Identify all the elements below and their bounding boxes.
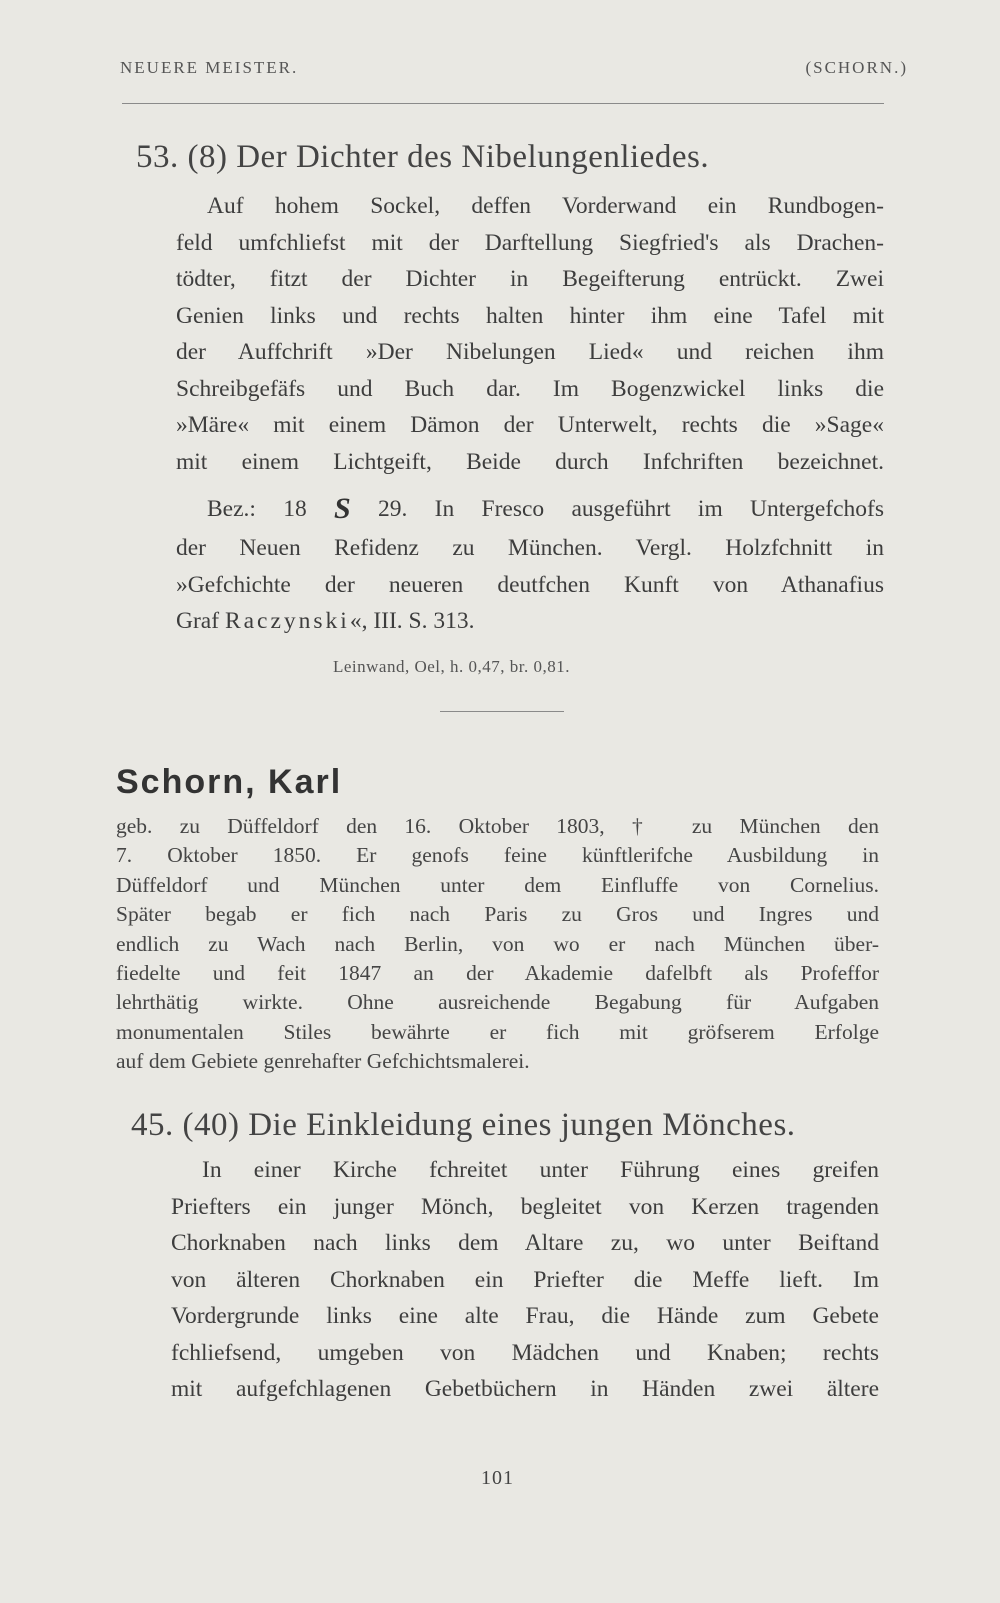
desc-line: der Auffchrift »Der Nibelungen Lied« und reichen ihm: [176, 339, 884, 365]
bio-line: 7. Oktober 1850. Er genofs feine künftlerifche Ausbildung in: [116, 843, 879, 868]
bio-line: lehrthätig wirkte. Ohne ausreichende Begabung für Aufgaben: [116, 990, 879, 1015]
desc-line: tödter, fitzt der Dichter in Begeifterung entrückt. Zwei: [176, 266, 884, 292]
desc-line: mit aufgefchlagenen Gebetbüchern in Händen zwei ältere: [171, 1376, 879, 1402]
entry-53-description: [176, 188, 884, 480]
bio-line: endlich zu Wach nach Berlin, von wo er nach München über-: [116, 931, 879, 956]
ref-line: »Gefchichte der neueren deutfchen Kunft von Athanafius: [176, 571, 884, 598]
entry-45-description: [171, 1152, 879, 1408]
desc-line: In einer Kirche fchreitet unter Führung eines greifen: [202, 1157, 879, 1183]
desc-line: mit einem Lichtgeift, Beide durch Infchriften bezeichnet.: [176, 448, 884, 475]
page-number: 101: [481, 1467, 514, 1489]
bio-line: Später begab er fich nach Paris zu Gros und Ingres und: [116, 902, 879, 927]
entry-53-heading: 53. (8) Der Dichter des Nibelungenliedes.: [136, 139, 710, 175]
artist-biography: [116, 812, 879, 1077]
bio-line: fiedelte und feit 1847 an der Akademie dafelbft als Profeffor: [116, 961, 879, 986]
desc-line: feld umfchliefst mit der Darftellung Siegfried's als Drachen-: [176, 229, 884, 256]
running-head-right: (SCHORN.): [805, 58, 908, 77]
desc-line: Genien links und rechts halten hinter ihm eine Tafel mit: [176, 302, 884, 329]
artist-name: Schorn, Karl: [116, 763, 343, 801]
running-head-left: NEUERE MEISTER.: [120, 58, 299, 77]
bio-line: Düffeldorf und München unter dem Einfluffe von Cornelius.: [116, 872, 879, 897]
entry-53-reference: [176, 486, 884, 640]
ref-suffix: «, III. S. 313.: [349, 608, 475, 634]
ref-prefix: Graf: [176, 608, 225, 634]
ref-name: Raczynski: [224, 608, 350, 634]
signed-suffix: 29. In Fresco ausgeführt im Untergefchofs: [378, 496, 885, 522]
desc-line: fchliefsend, umgeben von Mädchen und Knaben; rechts: [171, 1339, 879, 1366]
desc-line: Auf hohem Sockel, deffen Vorderwand ein Rundbogen-: [207, 193, 884, 219]
bio-line: geb. zu Düffeldorf den 16. Oktober 1803, † zu München den: [116, 814, 879, 838]
ref-line: der Neuen Refidenz zu München. Vergl. Holzfchnitt in: [176, 535, 884, 561]
header-rule: [122, 103, 884, 104]
desc-line: Vordergrunde links eine alte Frau, die Hände zum Gebete: [171, 1303, 879, 1329]
desc-line: Chorknaben nach links dem Altare zu, wo unter Beiftand: [171, 1230, 879, 1256]
bio-line: auf dem Gebiete genrehafter Gefchichtsmalerei.: [116, 1049, 530, 1074]
signature-line: [176, 486, 884, 530]
desc-line: »Märe« mit einem Dämon der Unterwelt, rechts die »Sage«: [176, 412, 884, 438]
ref-line-last: [176, 603, 884, 640]
artist-monogram: S: [334, 492, 351, 525]
desc-line: Priefters ein junger Mönch, begleitet von Kerzen tragenden: [171, 1193, 879, 1220]
medium-note: Leinwand, Oel, h. 0,47, br. 0,81.: [333, 657, 570, 676]
signed-prefix: Bez.: 18: [207, 496, 307, 522]
desc-line: Schreibgefäfs und Buch dar. Im Bogenzwickel links die: [176, 375, 884, 402]
entry-45-heading: 45. (40) Die Einkleidung eines jungen Mönches.: [131, 1107, 796, 1143]
desc-line: von älteren Chorknaben ein Priefter die Meffe lieft. Im: [171, 1266, 879, 1293]
section-divider: [440, 711, 564, 712]
bio-line: monumentalen Stiles bewährte er fich mit gröfserem Erfolge: [116, 1019, 879, 1044]
